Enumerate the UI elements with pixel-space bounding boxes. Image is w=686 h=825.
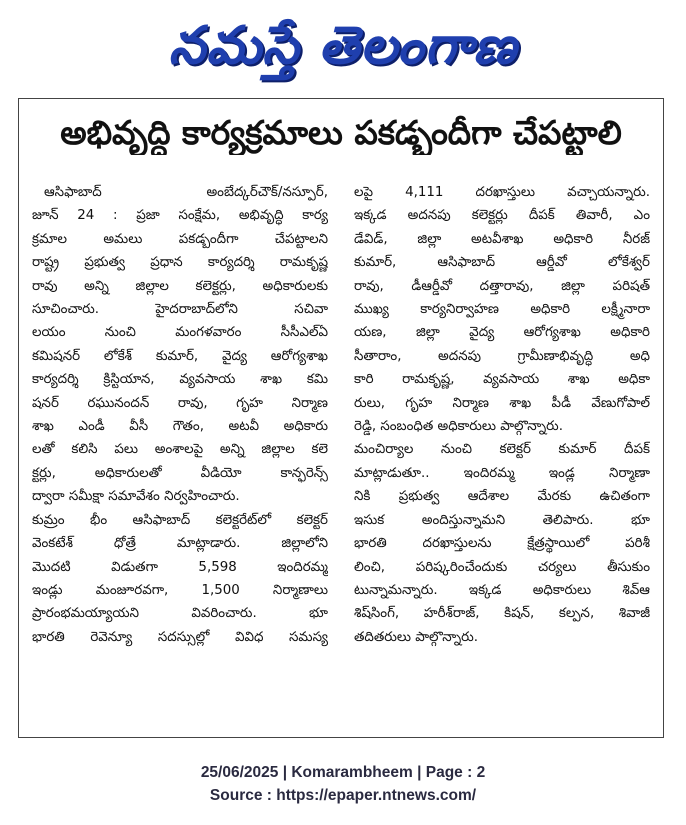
article-line: శాఖ ఎండీ వీసీ గౌతం, అటవీ అధికారు xyxy=(32,419,328,435)
article-line: రావు అన్ని జిల్లాల కలెక్టర్లు, అధికారులకు xyxy=(32,278,328,294)
article-clipping xyxy=(18,98,664,738)
article-line: మంచిర్యాల నుంచి కలెక్టర్ కుమార్ దీపక్ xyxy=(354,442,650,458)
article-line: ఇండ్లు మంజూరవగా, 1,500 నిర్మాణాలు xyxy=(32,582,328,598)
article-line: కారి రామకృష్ణ, వ్యవసాయ శాఖ అధికా xyxy=(354,372,650,388)
article-line: తదితరులు పాల్గొన్నారు. xyxy=(354,629,478,645)
article-line: ముఖ్య కార్యనిర్వాహణ అధికారి లక్ష్మీనారా xyxy=(354,302,650,318)
article-line: సీతారాం, అదనపు గ్రామీణాభివృద్ధి అధి xyxy=(354,348,650,364)
article-line: మాట్లాడుతూ.. ఇందిరమ్మ ఇండ్ల నిర్మాణా xyxy=(354,465,650,481)
article-headline: అభివృద్ధి కార్యక్రమాలు పకడ్బందీగా చేపట్టాలి xyxy=(60,113,622,152)
article-line: క్టర్లు, అధికారులతో వీడియో కాన్ఫరెన్స్ xyxy=(32,465,328,481)
article-line: మొదటి విడుతగా 5,598 ఇందిరమ్మ xyxy=(32,559,328,575)
article-line: రెడ్డి, సంబంధిత అధికారులు పాల్గొన్నారు. xyxy=(354,419,563,435)
article-line: షనర్ రఘునందన్ రావు, గృహ నిర్మాణ xyxy=(32,395,328,411)
article-line: డేవిడ్, జిల్లా అటవీశాఖ అధికారి నీరజ్ xyxy=(354,231,650,247)
article-line: శిష్‌సింగ్, హరీశ్‌రాజ్, కిషన్, కల్పన, శివాజీ xyxy=(354,606,650,622)
article-line: క్రమాల అమలు పకడ్బందీగా చేపట్టాలని xyxy=(32,231,328,247)
article-line: కుమార్, ఆసిఫాబాద్ ఆర్డీవో లోకేశ్వర్ xyxy=(354,255,650,271)
article-line: కుమ్రం భీం ఆసిఫాబాద్ కలెక్టరేట్‌లో కలెక్టర్ xyxy=(32,512,328,528)
article-column-left xyxy=(32,181,328,649)
article-line: రులు, గృహ నిర్మాణ శాఖ పీడీ వేణుగోపాల్ xyxy=(354,395,650,411)
newspaper-masthead xyxy=(0,4,686,88)
source-line: Source : https://epaper.ntnews.com/ xyxy=(209,787,477,804)
article-line: భారతి దరఖాస్తులను క్షేత్రస్థాయిలో పరిశీ xyxy=(354,536,650,552)
article-line: నికి ప్రభుత్వ ఆదేశాల మేరకు ఉచితంగా xyxy=(354,489,650,505)
article-line: జూన్ 24 : ప్రజా సంక్షేమ, అభివృద్ధి కార్య xyxy=(32,208,328,224)
article-line: కమిషనర్ లోకేశ్ కుమార్, వైద్య ఆరోగ్యశాఖ xyxy=(32,348,328,364)
article-line: రాష్ట్ర ప్రభుత్వ ప్రధాన కార్యదర్శి రామకృష్ణ xyxy=(32,255,328,271)
article-line: యణ, జిల్లా వైద్య ఆరోగ్యశాఖ అధికారి xyxy=(354,325,650,341)
article-line: కార్యదర్శి క్రిస్టియాన, వ్యవసాయ శాఖ కమి xyxy=(32,372,328,388)
article-line: ఆసిఫాబాద్ అంబేద్కర్‌చౌక్/నస్పూర్, xyxy=(44,185,328,200)
masthead-title: నమస్తే తెలంగాణ xyxy=(168,16,518,76)
article-line: ఇక్కడ అదనపు కలెక్టర్లు దీపక్ తివారీ, ఎం xyxy=(354,208,650,224)
edition-meta-line: 25/06/2025 | Komarambheem | Page : 2 xyxy=(200,764,486,781)
article-line: లించి, పరిష్కరించేందుకు చర్యలు తీసుకుం xyxy=(354,559,650,575)
article-column-right xyxy=(354,181,650,649)
article-line: లపై 4,111 దరఖాస్తులు వచ్చాయన్నారు. xyxy=(354,185,650,200)
article-line: భారతి రెవెన్యూ సదస్సుల్లో వివిధ సమస్య xyxy=(32,629,328,645)
article-line: రావు, డీఆర్డీవో దత్తారావు, జిల్లా పరిషత్ xyxy=(354,278,650,294)
article-line: ద్వారా సమీక్షా సమావేశం నిర్వహించారు. xyxy=(32,489,240,505)
article-line: లయం నుంచి మంగళవారం సీసీఎల్‌ఏ xyxy=(32,325,328,341)
article-line: లతో కలిసి పలు అంశాలపై అన్ని జిల్లాల కలె xyxy=(32,442,328,458)
article-line: ప్రారంభమయ్యాయని వివరించారు. భూ xyxy=(32,606,328,622)
article-line: సూచించారు. హైదరాబాద్‌లోని సచివా xyxy=(32,302,328,318)
article-line: టున్నామన్నారు. ఇక్కడ అధికారులు శివ్‌ఆ xyxy=(354,582,650,598)
article-line: వెంకటేశ్ ధోత్రే మాట్లాడారు. జిల్లాలోని xyxy=(32,536,328,552)
article-line: ఇసుక అందిస్తున్నామని తెలిపారు. భూ xyxy=(354,512,650,528)
